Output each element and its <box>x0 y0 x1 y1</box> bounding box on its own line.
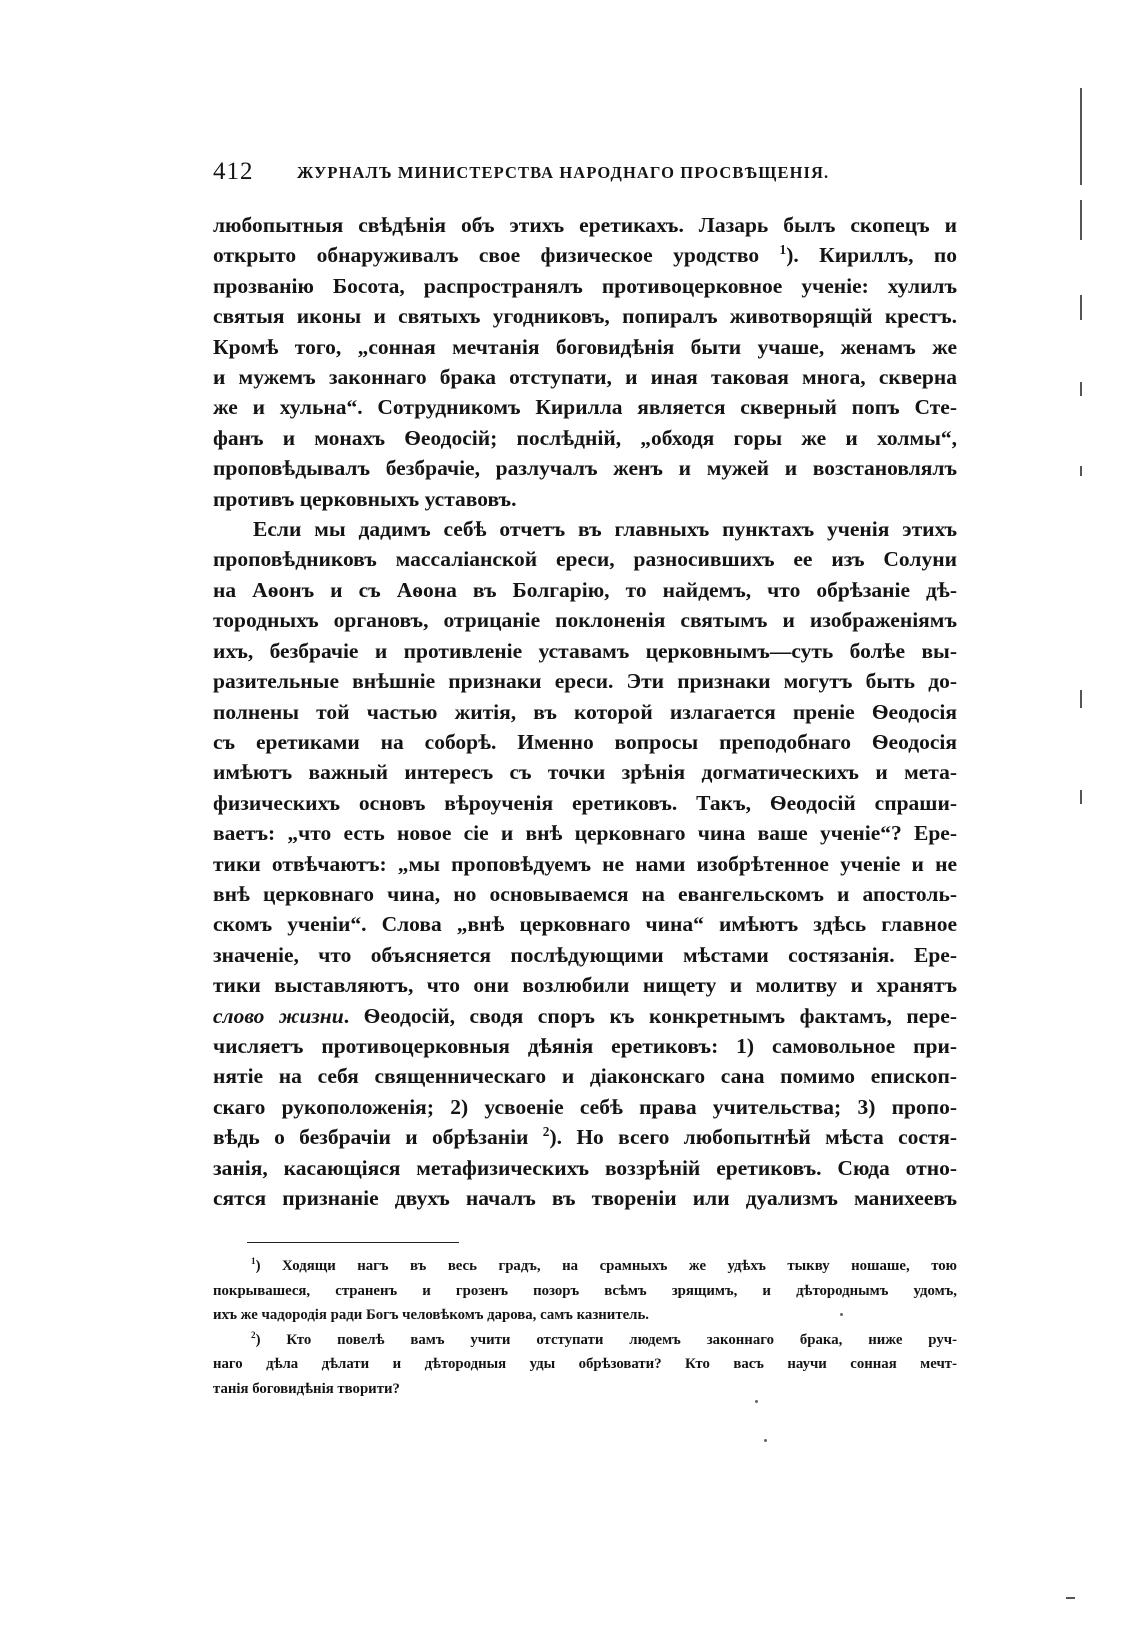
footnote-ref-2[interactable]: 2 <box>542 1124 550 1140</box>
text-line: вѣдь о безбрачіи и обрѣзаніи $^2$). Но всего любопытнѣй мѣста состя- <box>213 1124 957 1150</box>
running-title: ЖУРНАЛЪ МИНИСТЕРСТВА НАРОДНАГО ПРОСВѢЩЕНІЯ. <box>297 163 830 182</box>
footnote-line: $^2$) Кто повелѣ вамъ учити отступати людемъ законнаго брака, ниже руч- <box>251 1329 957 1348</box>
text-line: и мужемъ законнаго брака отступати, и иная таковая многа, скверна <box>213 365 957 390</box>
scan-artifact <box>1080 690 1082 708</box>
footnote-line: покрывашеся, страненъ и грозенъ позоръ всѣмъ зрящимъ, и дѣтороднымъ удомъ, <box>213 1282 957 1299</box>
scan-artifact <box>1080 790 1082 804</box>
text-line: слово жизни. Ѳеодосій, сводя споръ къ конкретнымъ фактамъ, пере- <box>213 1003 957 1028</box>
text-line: занія, касающіяся метафизическихъ воззрѣній еретиковъ. Сюда отно- <box>213 1155 957 1180</box>
text-line: любопытныя свѣдѣнія объ этихъ еретикахъ. Лазарь былъ скопецъ и <box>213 213 957 237</box>
scan-artifact <box>755 1400 758 1403</box>
footnote-mark-2: 2 <box>251 1329 256 1340</box>
footnote-line: наго дѣла дѣлати и дѣтородныя уды обрѣзовати? Кто васъ научи сонная мечт- <box>213 1356 957 1372</box>
text-line: скаго рукоположенія; 2) усвоеніе себѣ права учительства; 3) пропо- <box>213 1094 957 1119</box>
text-line: на Аѳонъ и съ Аѳона въ Болгарію, то найдемъ, что обрѣзаніе дѣ- <box>213 577 957 602</box>
footnote-line: танія боговидѣнія творити? <box>213 1380 400 1397</box>
page-number: 412 <box>213 158 254 185</box>
text-line: проповѣдывалъ безбрачіе, разлучалъ женъ и мужей и возстановлялъ <box>213 456 957 481</box>
text-line: фанъ и монахъ Ѳеодосій; послѣдній, „обходя горы же и холмы“, <box>213 425 957 450</box>
text-line: имѣютъ важный интересъ съ точки зрѣнія догматическихъ и мета- <box>213 760 957 785</box>
italic-phrase: слово жизни <box>213 1003 344 1028</box>
text-line: разительные внѣшніе признаки ереси. Эти признаки могутъ быть до- <box>213 669 957 694</box>
text-line: числяетъ противоцерковныя дѣянія еретиковъ: 1) самовольное при- <box>213 1033 957 1058</box>
text-line: святыя иконы и святыхъ угодниковъ, попиралъ животворящій крестъ. <box>213 304 957 329</box>
text-line: физическихъ основъ вѣроученія еретиковъ. Такъ, Ѳеодосій спраши- <box>213 790 957 815</box>
text-line: тики отвѣчаютъ: „мы проповѣдуемъ не нами изобрѣтенное ученіе и не <box>213 851 957 876</box>
scan-artifact <box>840 1313 843 1316</box>
scan-artifact <box>764 1439 767 1442</box>
text-line: нятіе на себя священническаго и діаконскаго сана помимо епископ- <box>213 1064 957 1089</box>
footnote-divider <box>247 1242 459 1243</box>
text-line: противъ церковныхъ уставовъ. <box>213 486 517 511</box>
scan-artifact <box>1080 382 1082 396</box>
text-line: Если мы дадимъ себѣ отчетъ въ главныхъ пунктахъ ученія этихъ <box>253 517 957 542</box>
text-line: внѣ церковнаго чина, но основываемся на евангельскомъ и апостоль- <box>213 881 957 906</box>
text-line: ихъ, безбрачіе и противленіе уставамъ церковнымъ—суть болѣе вы- <box>213 638 957 663</box>
text-line: полнены той частью житія, въ которой излагается преніе Ѳеодосія <box>213 699 957 724</box>
main-text <box>213 210 957 1213</box>
page-header <box>213 158 913 186</box>
scan-artifact <box>1066 1597 1075 1599</box>
text-line: ваетъ: „что есть новое сіе и внѣ церковнаго чина ваше ученіе“? Ере- <box>213 821 957 846</box>
scan-artifact <box>1080 140 1082 185</box>
footnote-ref-1[interactable]: 1 <box>779 242 787 258</box>
text-line: съ еретиками на соборѣ. Именно вопросы преподобнаго Ѳеодосія <box>213 729 957 754</box>
text-line: значеніе, что объясняется послѣдующими мѣстами состязанія. Ере- <box>213 942 957 967</box>
text-line: открыто обнаруживалъ свое физическое уродство $^1$). Кириллъ, по <box>213 242 957 268</box>
footnote-line: ихъ же чадородія ради Богъ человѣкомъ дарова, самъ казнитель. <box>213 1307 649 1323</box>
text-line: тики выставляютъ, что они возлюбили нищету и молитву и хранятъ <box>213 973 957 998</box>
scan-artifact <box>1080 295 1082 320</box>
scan-artifact <box>1080 200 1082 240</box>
footnote-line: $^1$) Ходящи нагъ въ весь градъ, на срамныхъ же удѣхъ тыкву ношаше, тою <box>251 1256 957 1274</box>
text-line: скомъ ученіи“. Слова „внѣ церковнаго чина“ имѣютъ здѣсь главное <box>213 912 957 937</box>
text-line: же и хульна“. Сотрудникомъ Кирилла является скверный попъ Сте- <box>213 395 957 420</box>
text-line: сятся признаніе двухъ началъ въ твореніи или дуализмъ манихеевъ <box>213 1186 957 1210</box>
text-line: Кромѣ того, „сонная мечтанія боговидѣнія быти учаше, женамъ же <box>213 334 957 359</box>
scan-artifact <box>1080 466 1082 476</box>
text-line: тородныхъ органовъ, отрицаніе поклоненія святымъ и изображеніямъ <box>213 608 957 633</box>
text-line: проповѣдниковъ массаліанской ереси, разносившихъ ее изъ Солуни <box>213 547 957 572</box>
footnotes <box>213 1254 957 1401</box>
footnote-mark-1: 1 <box>251 1256 256 1267</box>
text-line: прозванію Босота, распространялъ противоцерковное ученіе: хулилъ <box>213 273 957 298</box>
